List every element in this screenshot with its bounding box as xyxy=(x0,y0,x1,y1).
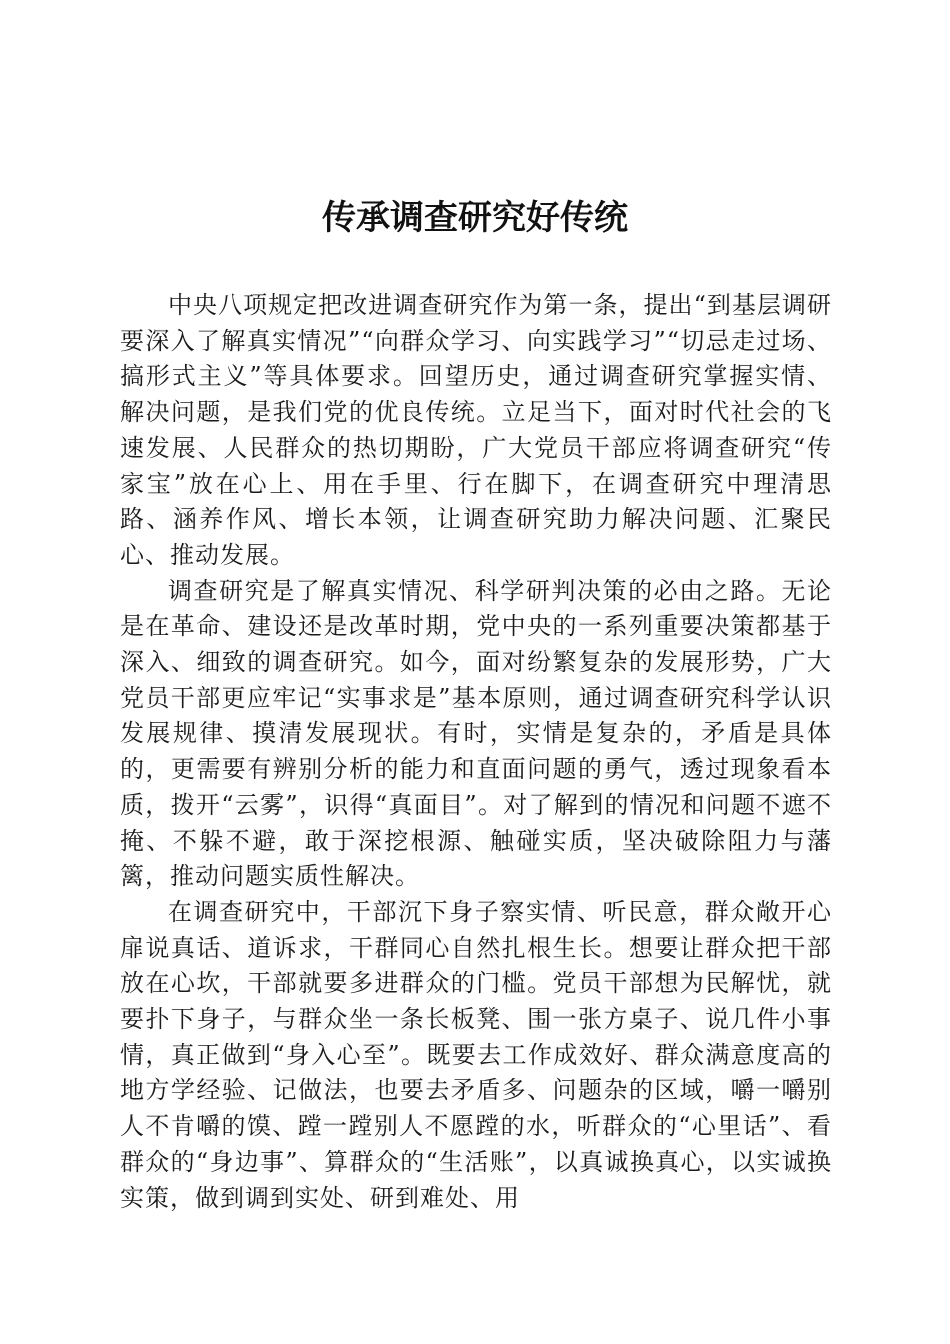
body-paragraph-2: 调查研究是了解真实情况、科学研判决策的必由之路。无论是在革命、建设还是改革时期，党中央的一系列重要决策都基于深入、细致的调查研究。如今，面对纷繁复杂的发展形势，广大党员干部更应牢记“实事求是”基本原则，通过调查研究科学认识发展规律、摸清发展现状。有时，实情是复杂的，矛盾是具体的，更需要有辨别分析的能力和直面问题的勇气，透过现象看本质，拨开“云雾”，识得“真面目”。对了解到的情况和问题不遮不掩、不躲不避，敢于深挖根源、触碰实质，坚决破除阻力与藩篱，推动问题实质性解决。 xyxy=(120,576,832,891)
body-paragraph-1: 中央八项规定把改进调查研究作为第一条，提出“到基层调研要深入了解真实情况”“向群众学习、向实践学习”“切忌走过场、搞形式主义”等具体要求。回望历史，通过调查研究掌握实情、解决问题，是我们党的优良传统。立足当下，面对时代社会的飞速发展、人民群众的热切期盼，广大党员干部应将调查研究“传家宝”放在心上、用在手里、行在脚下，在调查研究中理清思路、涵养作风、增长本领，让调查研究助力解决问题、汇聚民心、推动发展。 xyxy=(120,291,832,569)
body-paragraph-3: 在调查研究中，干部沉下身子察实情、听民意，群众敞开心扉说真话、道诉求，干群同心自然扎根生长。想要让群众把干部放在心坎，干部就要多进群众的门槛。党员干部想为民解忧，就要扑下身子，与群众坐一条长板凳、围一张方桌子、说几件小事情，真正做到“身入心至”。既要去工作成效好、群众满意度高的地方学经验、记做法，也要去矛盾多、问题杂的区域，嚼一嚼别人不肯嚼的馍、蹚一蹚别人不愿蹚的水，听群众的“心里话”、看群众的“身边事”、算群众的“生活账”，以真诚换真心，以实诚换实策，做到调到实处、研到难处、用 xyxy=(120,897,832,1212)
document-body xyxy=(120,288,832,1216)
document-title: 传承调查研究好传统 xyxy=(322,198,628,238)
